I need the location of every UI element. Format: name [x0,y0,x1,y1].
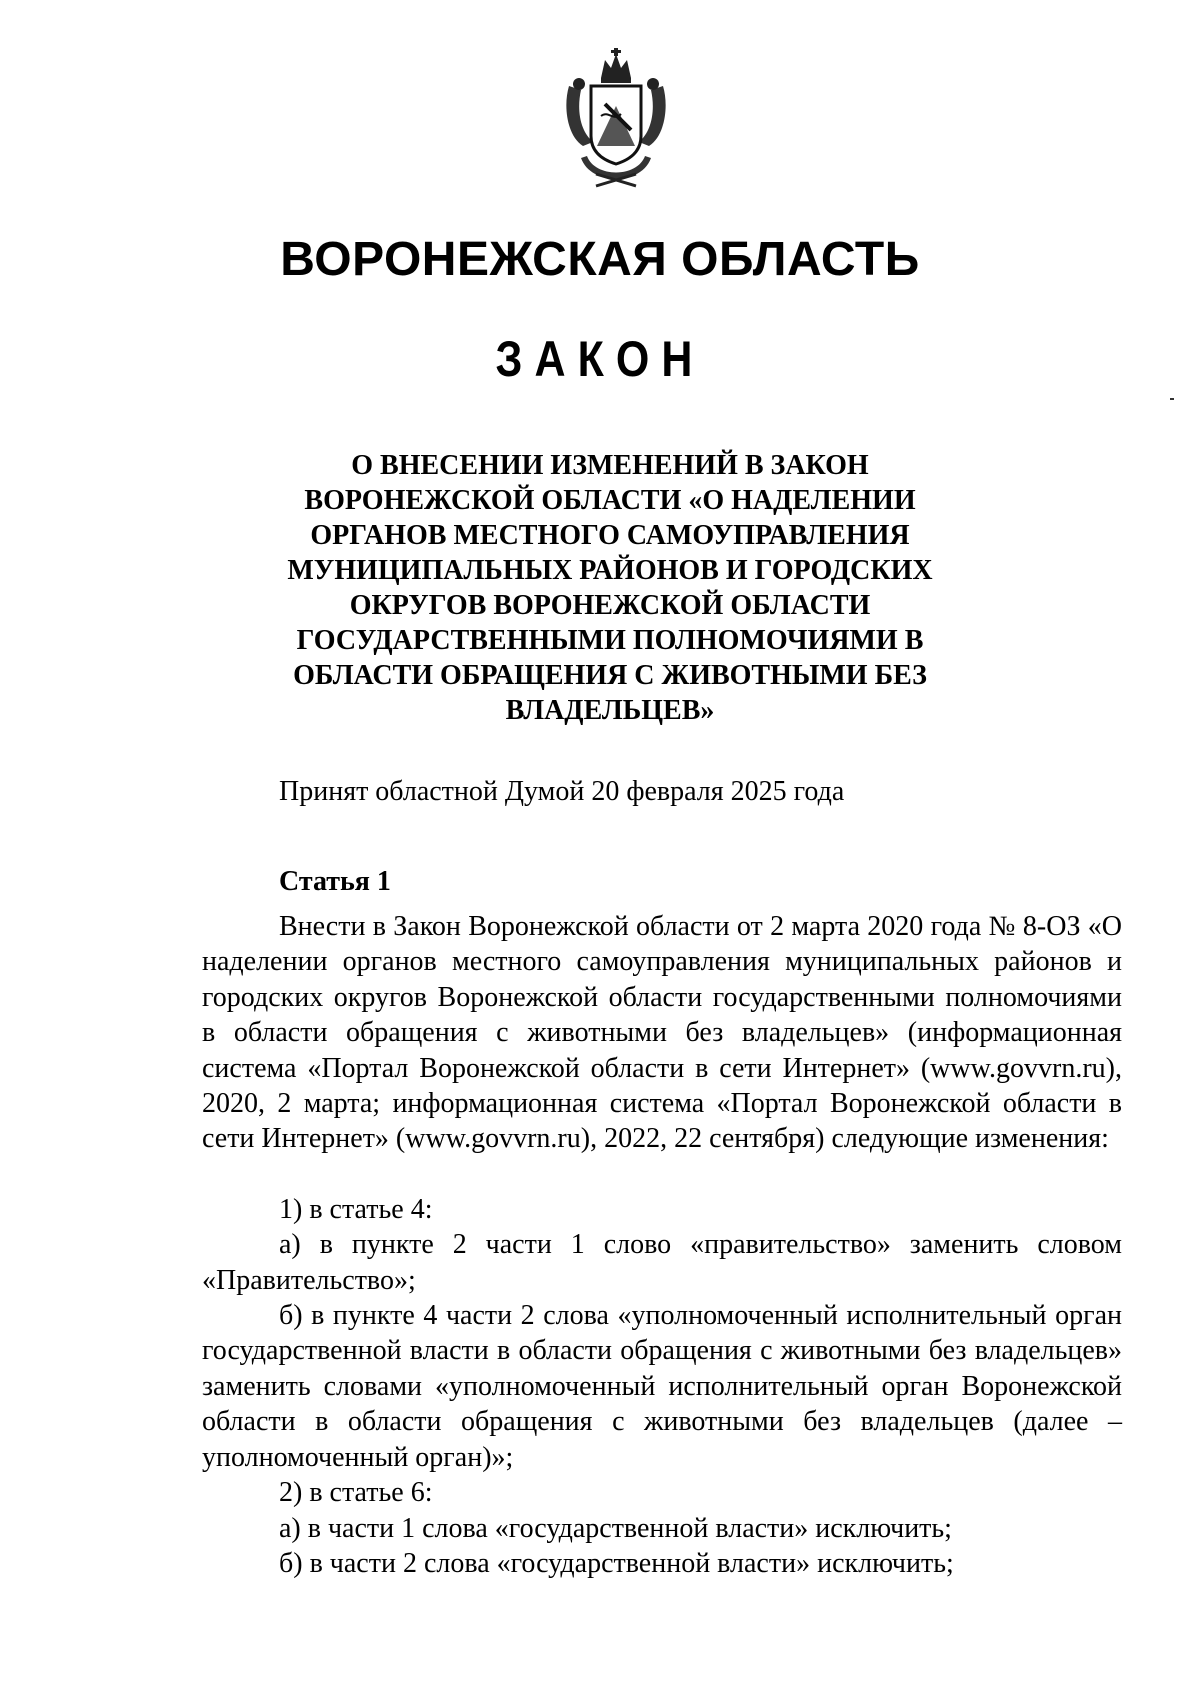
article-paragraph: 1) в статье 4: [279,1193,433,1225]
law-title-line: ОКРУГОВ ВОРОНЕЖСКОЙ ОБЛАСТИ [349,590,871,621]
adoption-note: Принят областной Думой 20 февраля 2025 года [279,776,845,807]
law-title-line: ВОРОНЕЖСКОЙ ОБЛАСТИ «О НАДЕЛЕНИИ [304,485,916,516]
article-paragraph: а) в части 1 слова «государственной власти» исключить; [279,1512,952,1544]
law-title [280,448,940,728]
law-title-line: ГОСУДАРСТВЕННЫМИ ПОЛНОМОЧИЯМИ В [296,625,924,656]
law-title-line: ОРГАНОВ МЕСТНОГО САМОУПРАВЛЕНИЯ [310,520,910,551]
region-title: ВОРОНЕЖСКАЯ ОБЛАСТЬ [280,233,920,286]
article-heading: Статья 1 [279,866,391,897]
law-title-line: ОБЛАСТИ ОБРАЩЕНИЯ С ЖИВОТНЫМИ БЕЗ [293,660,927,691]
scan-speck [1170,398,1174,400]
coat-of-arms-emblem [561,46,671,196]
article-paragraph: Внести в Закон Воронежской области от 2 марта 2020 года № 8-ОЗ «О наделении органов местного самоуправления муниципальных районов и городских округов Воронежской области государственными полномочиями в области обращения с животными без владельцев» (информационная система «Портал Воронежской области в сети Интернет» (www.govvrn.ru), 2020, 2 марта; информационная система «Портал Воронежской области в сети Интернет» (www.govvrn.ru), 2022, 22 сентября) следующие изменения: [202,911,1122,1155]
article-paragraph: 2) в статье 6: [279,1477,433,1509]
law-title-line: МУНИЦИПАЛЬНЫХ РАЙОНОВ И ГОРОДСКИХ [287,555,933,586]
law-title-line: ВЛАДЕЛЬЦЕВ» [505,695,715,726]
article-body [202,909,1122,1581]
law-title-line: О ВНЕСЕНИИ ИЗМЕНЕНИЙ В ЗАКОН [351,450,869,481]
article-paragraph: а) в пункте 2 части 1 слово «правительство» заменить словом «Правительство»; [202,1229,1122,1296]
article-paragraph: б) в пункте 4 части 2 слова «уполномоченный исполнительный орган государственной власти в области обращения с животными без владельцев» заменить словами «уполномоченный исполнительный орган Воронежской области в области обращения с животными без владельцев (далее – уполномоченный орган)»; [202,1300,1122,1473]
document-type: ЗАКОН [495,331,705,387]
article-paragraph: б) в части 2 слова «государственной власти» исключить; [279,1547,954,1579]
